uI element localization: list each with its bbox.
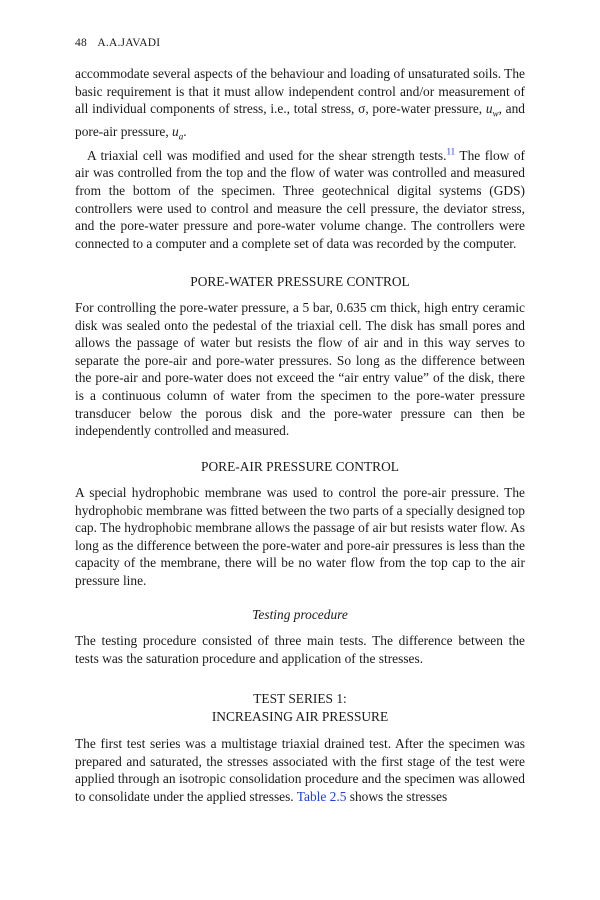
testing-section bbox=[75, 606, 525, 624]
citation-link[interactable]: 11 bbox=[446, 146, 456, 157]
pap-body-block bbox=[75, 484, 525, 590]
intro-block bbox=[75, 65, 525, 252]
paragraph-2: A triaxial cell was modified and used for the shear strength tests.$^{11}$ The flow of air was controlled from the top and the flow of water was controlled and measured from the bottom of the specimen. Three geotechnical digital systems (GDS) controllers were used to control and measure the cell pressure, the deviator stress, and the pore-water pressure and pore-water volume change. The controllers were connected to a computer and a complete set of data was recorded by the computer. bbox=[75, 146, 525, 251]
series1-section bbox=[75, 690, 525, 725]
pwp-body-block bbox=[75, 299, 525, 440]
pwp-section bbox=[75, 273, 525, 291]
section-heading-pore-air: PORE-AIR PRESSURE CONTROL bbox=[201, 459, 399, 474]
pap-section bbox=[75, 458, 525, 476]
paragraph-pore-water: For controlling the pore-water pressure, a 5 bar, 0.635 cm thick, high entry ceramic disk was sealed onto the pedestal of the triaxial cell. The disk has small pores and allows the passage of water but resists the flow of air and in this way serves to separate the pore-air and pore-water pressures. So long as the difference between the pore-air and pore-water does not exceed the “air entry value” of the disk, there is a continuous column of water from the specimen to the pore-water pressure transducer below the porous disk and the pore-water pressure can then be independently controlled and measured. bbox=[75, 300, 525, 439]
section-heading-series1-line1: TEST SERIES 1: bbox=[253, 691, 347, 706]
paragraph-testing: The testing procedure consisted of three main tests. The difference between the tests was the saturation procedure and application of the stresses. bbox=[75, 633, 525, 666]
running-header bbox=[75, 37, 160, 49]
table-reference-link[interactable]: Table 2.5 bbox=[296, 788, 347, 804]
running-author: A.A.JAVADI bbox=[97, 37, 161, 49]
paragraph-pore-air: A special hydrophobic membrane was used to control the pore-air pressure. The hydrophobic membrane was fitted between the two parts of a specially designed top cap. The hydrophobic membrane allows the passage of air but resists water flow. As long as the difference between the pore-water and pore-air pressures is less than the capacity of the membrane, there will be no water flow from the top cap to the air pressure line. bbox=[75, 485, 525, 588]
series1-body-block bbox=[75, 735, 525, 805]
paragraph-1: accommodate several aspects of the behaviour and loading of unsaturated soils. The basic requirement is that it must allow independent control and/or measurement of all individual components of stress, i.e., total stress, σ, pore-water pressure, $u_w$, and pore-air pressure, $u_a$. bbox=[75, 66, 525, 143]
subsection-heading-testing: Testing procedure bbox=[252, 607, 348, 622]
paragraph-series1: The first test series was a multistage triaxial drained test. After the specimen was prepared and saturated, the stresses associated with the first stage of the test were applied through an isotropic consolidation procedure and the specimen was allowed to consolidate under the applied stresses. Table 2.5 shows the stresses bbox=[75, 736, 525, 804]
page-number: 48 bbox=[75, 37, 87, 49]
testing-body-block bbox=[75, 632, 525, 667]
section-heading-pore-water: PORE-WATER PRESSURE CONTROL bbox=[190, 274, 410, 289]
section-heading-series1-line2: INCREASING AIR PRESSURE bbox=[211, 708, 389, 724]
